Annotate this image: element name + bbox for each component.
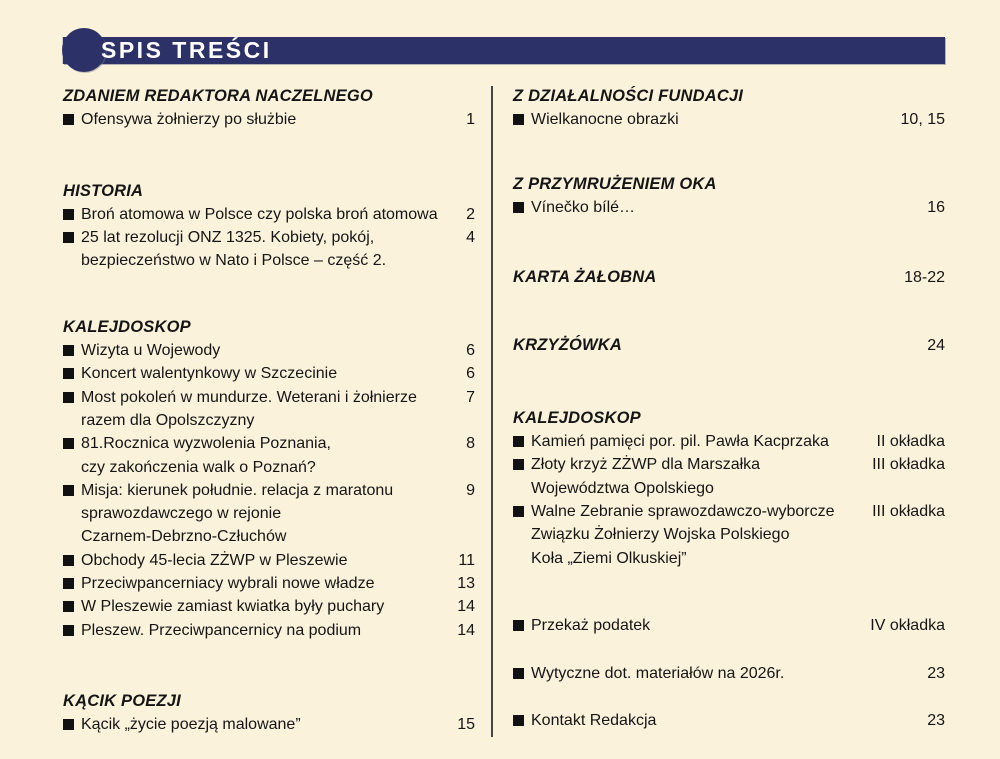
- toc-entry-title-line: 25 lat rezolucji ONZ 1325. Kobiety, pokój,: [81, 229, 375, 247]
- toc-entry-title-line: czy zakończenia walk o Poznań?: [81, 458, 316, 476]
- toc-entry-page: 2: [466, 205, 475, 223]
- toc-entry: [63, 386, 475, 433]
- bullet-square-icon: [63, 392, 74, 403]
- toc-entry-page: 23: [927, 665, 945, 683]
- toc-entry-title: [81, 713, 449, 736]
- toc-entry: [63, 572, 475, 595]
- toc-entry-page: 14: [457, 621, 475, 639]
- toc-section: [63, 85, 475, 132]
- bullet-square-icon: [63, 719, 74, 730]
- toc-entry-title: [531, 614, 862, 637]
- section-heading: [513, 334, 945, 357]
- toc-entry-title-line: Kontakt Redakcja: [531, 712, 657, 730]
- bullet-square-icon: [63, 114, 74, 125]
- toc-section: [513, 407, 945, 570]
- toc-entry-page: 10, 15: [900, 111, 945, 129]
- toc-entry-title-line: sprawozdawczego w rejonie: [81, 505, 282, 523]
- toc-entry: [63, 362, 475, 385]
- toc-entry: [63, 339, 475, 362]
- bullet-square-icon: [513, 620, 524, 631]
- toc-entry-title-line: Koncert walentynkowy w Szczecinie: [81, 365, 338, 383]
- section-heading-label: HISTORIA: [63, 181, 144, 200]
- bullet-square-icon: [63, 209, 74, 220]
- bullet-square-icon: [513, 202, 524, 213]
- toc-section: [63, 690, 475, 737]
- toc-entry-page: 7: [466, 388, 475, 406]
- toc-entry-title-line: Województwa Opolskiego: [531, 479, 714, 497]
- toc-section: [513, 709, 945, 732]
- section-heading-label: KARTA ŻAŁOBNA: [513, 268, 657, 287]
- toc-entry: [513, 196, 945, 219]
- toc-entry: [63, 432, 475, 479]
- toc-entry-page: III okładka: [872, 502, 945, 520]
- toc-entry-title-line: Ofensywa żołnierzy po służbie: [81, 111, 297, 129]
- toc-section: [513, 266, 945, 289]
- toc-section: [513, 662, 945, 685]
- toc-section: [63, 180, 475, 273]
- section-heading-label: KALEJDOSKOP: [513, 408, 641, 427]
- toc-entry-page: 6: [466, 365, 475, 383]
- toc-entry: [63, 108, 475, 131]
- toc-entry-title: [81, 386, 458, 433]
- toc-entry-title-line: Wytyczne dot. materiałów na 2026r.: [531, 665, 785, 683]
- toc-section: [513, 173, 945, 220]
- toc-entry-title-line: Broń atomowa w Polsce czy polska broń atomowa: [81, 205, 438, 223]
- toc-entry-title: [81, 432, 458, 479]
- section-heading: [513, 266, 945, 289]
- toc-entry-title: [81, 226, 458, 273]
- toc-entry-page: 13: [457, 575, 475, 593]
- toc-entry-title: [531, 453, 864, 500]
- bullet-square-icon: [63, 485, 74, 496]
- toc-entry: [513, 453, 945, 500]
- bullet-square-icon: [513, 715, 524, 726]
- toc-entry-title: [531, 108, 893, 131]
- bullet-square-icon: [63, 345, 74, 356]
- toc-entry-title-line: Most pokoleń w mundurze. Weterani i żołnierze: [81, 388, 417, 406]
- toc-entry-title: [531, 196, 919, 219]
- bullet-square-icon: [513, 668, 524, 679]
- toc-section: [513, 334, 945, 357]
- toc-entry-title-line: razem dla Opolszczyzny: [81, 411, 255, 429]
- toc-entry: [513, 662, 945, 685]
- section-heading-label: Z DZIAŁALNOŚCI FUNDACJI: [513, 87, 744, 105]
- toc-entry-title-line: bezpieczeństwo w Nato i Polsce – część 2.: [81, 252, 387, 270]
- section-heading-label: ZDANIEM REDAKTORA NACZELNEGO: [63, 87, 373, 105]
- toc-column-right: [513, 85, 945, 733]
- toc-entry-title-line: 81.Rocznica wyzwolenia Poznania,: [81, 435, 331, 453]
- toc-entry-title-line: Wielkanocne obrazki: [531, 111, 679, 129]
- bullet-square-icon: [63, 232, 74, 243]
- section-heading: [513, 173, 945, 196]
- toc-entry-page: III okładka: [872, 456, 945, 474]
- toc-entry-page: 14: [457, 598, 475, 616]
- section-heading-label: KALEJDOSKOP: [63, 317, 191, 336]
- section-heading: [513, 85, 945, 108]
- toc-entry-title: [81, 595, 449, 618]
- toc-entry-page: 8: [466, 435, 475, 453]
- toc-entry-title: [531, 709, 919, 732]
- bullet-square-icon: [63, 625, 74, 636]
- toc-entry-title: [81, 549, 450, 572]
- bullet-square-icon: [513, 436, 524, 447]
- section-heading-page: 18-22: [904, 269, 945, 287]
- section-heading-label: Z PRZYMRUŻENIEM OKA: [513, 174, 717, 193]
- toc-entry: [63, 595, 475, 618]
- section-heading-label: KRZYŻÓWKA: [513, 336, 623, 355]
- toc-entry: [63, 713, 475, 736]
- toc-entry-title: [531, 662, 919, 685]
- toc-entry: [513, 108, 945, 131]
- toc-entry-title-line: Związku Żołnierzy Wojska Polskiego: [531, 526, 790, 544]
- column-divider: [491, 86, 493, 737]
- toc-entry-title-line: Misja: kierunek południe. relacja z maratonu: [81, 481, 394, 499]
- toc-entry-page: IV okładka: [870, 616, 945, 634]
- toc-entry-title-line: Przekaż podatek: [531, 616, 651, 634]
- toc-entry-title-line: Złoty krzyż ZŻWP dla Marszałka: [531, 456, 761, 474]
- toc-entry-title-line: Obchody 45-lecia ZŻWP w Pleszewie: [81, 551, 348, 569]
- toc-entry: [63, 549, 475, 572]
- section-heading-page: 24: [927, 337, 945, 355]
- toc-entry-title-line: W Pleszewie zamiast kwiatka były puchary: [81, 598, 385, 616]
- toc-entry-page: II okładka: [876, 433, 945, 451]
- toc-entry: [513, 430, 945, 453]
- toc-entry: [63, 619, 475, 642]
- toc-entry-title: [81, 339, 458, 362]
- toc-entry: [63, 479, 475, 549]
- toc-entry-page: 4: [466, 229, 475, 247]
- toc-entry-page: 16: [927, 198, 945, 216]
- section-heading-label: KĄCIK POEZJI: [63, 691, 181, 710]
- toc-entry-title-line: Kącik „życie poezją malowane”: [81, 716, 301, 734]
- toc-entry-title: [81, 108, 458, 131]
- toc-entry-title: [81, 203, 458, 226]
- toc-section: [513, 614, 945, 637]
- section-heading: [63, 180, 475, 203]
- toc-entry-title: [81, 362, 458, 385]
- toc-entry-title-line: Vínečko bílé…: [531, 198, 636, 216]
- toc-entry-title: [81, 479, 458, 549]
- bullet-square-icon: [63, 555, 74, 566]
- toc-entry: [513, 614, 945, 637]
- toc-entry: [63, 226, 475, 273]
- toc-entry-title-line: Wizyta u Wojewody: [81, 342, 221, 360]
- toc-entry-title-line: Czarnem-Debrzno-Człuchów: [81, 528, 287, 546]
- toc-entry-page: 6: [466, 342, 475, 360]
- toc-entry-title: [81, 619, 449, 642]
- bullet-square-icon: [63, 368, 74, 379]
- toc-entry: [513, 709, 945, 732]
- toc-entry-title: [531, 500, 864, 570]
- toc-entry-page: 11: [458, 551, 475, 569]
- toc-entry-page: 15: [457, 716, 475, 734]
- bullet-square-icon: [63, 438, 74, 449]
- toc-entry-title-line: Walne Zebranie sprawozdawczo-wyborcze: [531, 502, 835, 520]
- section-heading: [63, 690, 475, 713]
- toc-entry-page: 1: [466, 111, 475, 129]
- toc-entry-page: 23: [927, 712, 945, 730]
- toc-entry-title-line: Kamień pamięci por. pil. Pawła Kacprzaka: [531, 433, 829, 451]
- header-circle-decoration: [62, 28, 106, 72]
- toc-entry-title-line: Koła „Ziemi Olkuskiej”: [531, 549, 687, 567]
- page-title: SPIS TREŚCI: [101, 37, 272, 63]
- bullet-square-icon: [513, 459, 524, 470]
- toc-entry: [63, 203, 475, 226]
- section-heading: [63, 316, 475, 339]
- toc-column-left: [63, 85, 475, 737]
- toc-entry-title-line: Pleszew. Przeciwpancernicy na podium: [81, 621, 362, 639]
- bullet-square-icon: [513, 114, 524, 125]
- section-heading: [513, 407, 945, 430]
- toc-entry-title-line: Przeciwpancerniacy wybrali nowe władze: [81, 575, 375, 593]
- toc-entry-page: 9: [466, 481, 475, 499]
- section-heading: [63, 85, 475, 108]
- bullet-square-icon: [63, 578, 74, 589]
- bullet-square-icon: [513, 506, 524, 517]
- toc-entry: [513, 500, 945, 570]
- toc-section: [513, 85, 945, 132]
- toc-entry-title: [81, 572, 449, 595]
- toc-section: [63, 316, 475, 642]
- toc-entry-title: [531, 430, 869, 453]
- bullet-square-icon: [63, 601, 74, 612]
